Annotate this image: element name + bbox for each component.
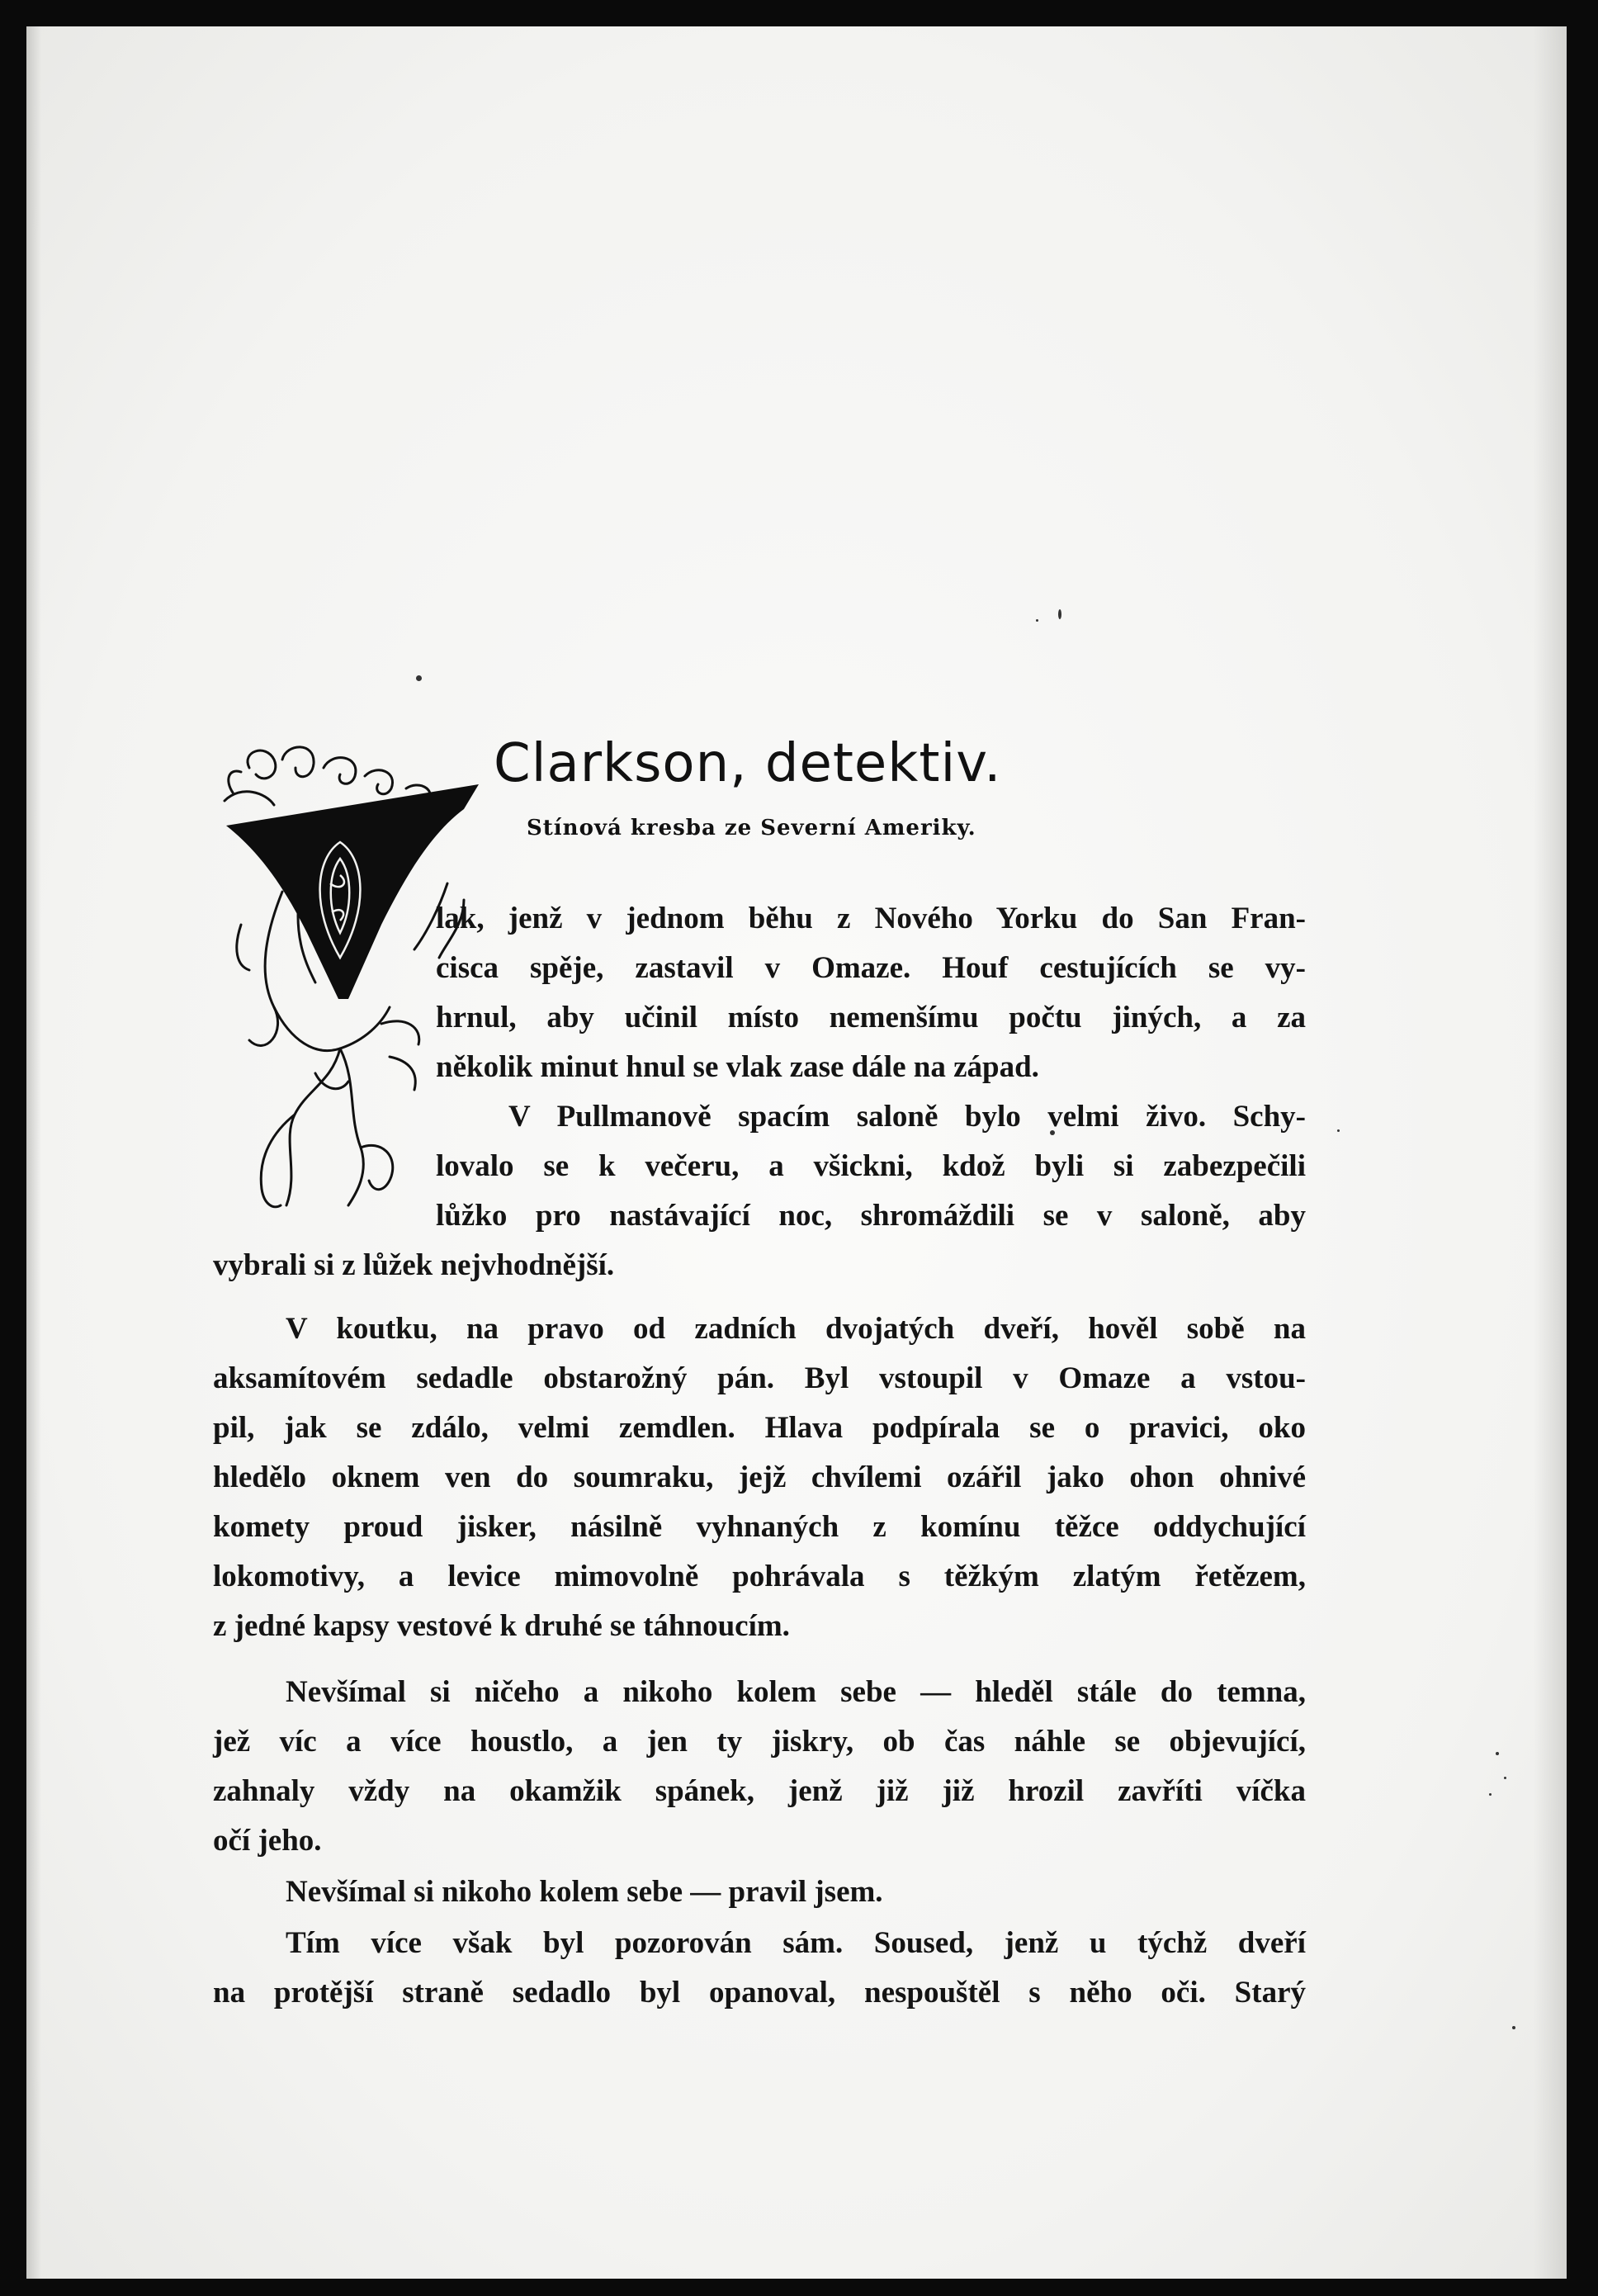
paragraph: [213, 1304, 1306, 1651]
paragraph: [213, 1668, 1306, 1866]
scan-speck: [1058, 609, 1061, 619]
article-subtitle: Stínová kresba ze Severní Ameriky.: [527, 816, 976, 840]
text-line: cisca spěje, zastavil v Omaze. Houf cestujících se vy-: [436, 951, 1306, 985]
scan-speck: [1337, 1129, 1340, 1132]
text-line: V Pullmanově spacím saloně bylo velmi živo. Schy-: [508, 1100, 1306, 1134]
scan-speck: [1512, 2026, 1515, 2029]
paragraph: [213, 1919, 1306, 2018]
text-line: lokomotivy, a levice mimovolně pohrávala s těžkým zlatým řetězem,: [213, 1560, 1306, 1593]
text-line: komety proud jisker, násilně vyhnaných z komínu těžce oddychující: [213, 1510, 1306, 1544]
text-line: na protější straně sedadlo byl opanoval, nespouštěl s něho oči. Starý: [213, 1976, 1306, 2010]
text-line: pil, jak se zdálo, velmi zemdlen. Hlava podpírala se o pravici, oko: [213, 1411, 1306, 1445]
scan-speck: [1504, 1777, 1506, 1779]
text-line: zahnaly vždy na okamžik spánek, jenž již již hrozil zavříti víčka: [213, 1774, 1306, 1808]
paragraph: [436, 1092, 1306, 1241]
scan-speck: [1036, 619, 1038, 622]
paragraph: [436, 894, 1306, 1092]
text-line: očí jeho.: [213, 1824, 322, 1858]
text-line: V koutku, na pravo od zadních dvojatých dveří, hověl sobě na: [286, 1312, 1306, 1346]
text-line: Tím více však byl pozorován sám. Soused, jenž u týchž dveří: [286, 1926, 1306, 1960]
text-line: lak, jenž v jednom běhu z Nového Yorku do San Fran-: [436, 902, 1306, 935]
text-line: hrnul, aby učinil místo nemenšímu počtu jiných, a za: [436, 1001, 1306, 1034]
scan-edge-right: [1534, 26, 1567, 2279]
text-line: jež víc a více houstlo, a jen ty jiskry, ob čas náhle se objevující,: [213, 1725, 1306, 1759]
text-line: lovalo se k večeru, a všickni, kdož byli si zabezpečili: [436, 1149, 1306, 1183]
text-line: aksamítovém sedadle obstarožný pán. Byl vstoupil v Omaze a vstou-: [213, 1361, 1306, 1395]
article-title: Clarkson, detektiv.: [494, 733, 1002, 794]
text-line: z jedné kapsy vestové k druhé se táhnoucím.: [213, 1609, 790, 1643]
text-line: hledělo oknem ven do soumraku, jejž chvílemi ozářil jako ohon ohnivé: [213, 1460, 1306, 1494]
text-line: lůžko pro nastávající noc, shromáždili se v saloně, aby: [436, 1199, 1306, 1233]
text-line: několik minut hnul se vlak zase dále na západ.: [436, 1050, 1039, 1084]
scan-speck: [416, 675, 422, 681]
scan-speck: [1489, 1793, 1492, 1796]
scan-edge-left: [26, 26, 41, 2279]
text-line: Nevšímal si ničeho a nikoho kolem sebe — hleděl stále do temna,: [286, 1675, 1306, 1709]
text-line: vybrali si z lůžek nejvhodnější.: [213, 1248, 615, 1282]
scan-speck: [1496, 1752, 1499, 1755]
text-line: Nevšímal si nikoho kolem sebe — pravil jsem.: [286, 1875, 883, 1909]
paragraph-continuation: [213, 1241, 1306, 1290]
paragraph: [213, 1868, 1306, 1917]
